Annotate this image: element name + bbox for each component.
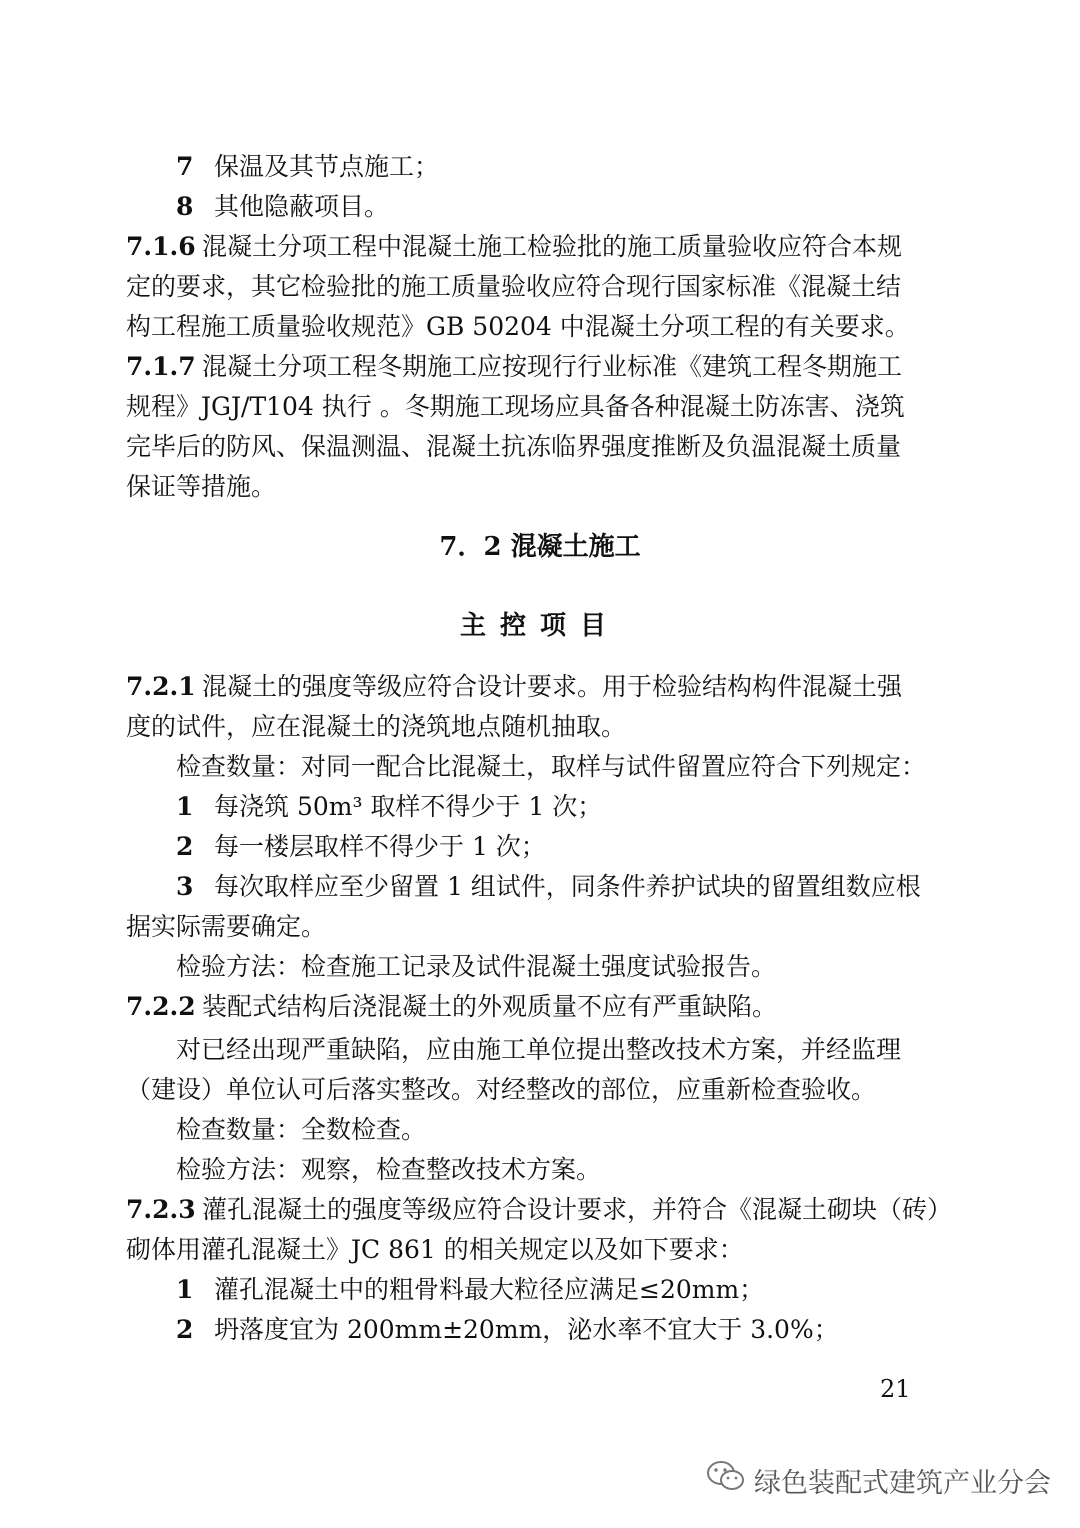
text-line: 检查数量：全数检查。 [176, 1115, 427, 1144]
watermark [706, 1456, 1051, 1504]
list-item [176, 787, 976, 827]
subsection-title: 主控项目 [459, 611, 620, 641]
clause-line [126, 1190, 953, 1230]
clause-text: 混凝土分项工程冬期施工应按现行行业标准《建筑工程冬期施工 [202, 352, 903, 381]
wechat-icon [706, 1459, 746, 1502]
item-number: 8 [176, 192, 194, 221]
clause-number: 7.1.6 [126, 232, 196, 261]
clause-line [126, 987, 926, 1027]
clause-line [126, 347, 926, 387]
text-line: 度的试件，应在混凝土的浇筑地点随机抽取。 [126, 712, 627, 741]
item-number: 1 [176, 1275, 194, 1304]
list-item [176, 1270, 976, 1310]
clause-number: 7.2.1 [126, 672, 196, 701]
list-item [176, 187, 976, 227]
list-item [176, 867, 976, 907]
item-text: 坍落度宜为 200mm±20mm，泌水率不宜大于 3.0%； [214, 1315, 839, 1344]
item-text: 每浇筑 50m³ 取样不得少于 1 次； [214, 792, 603, 821]
clause-text: 混凝土分项工程中混凝土施工检验批的施工质量验收应符合本规 [202, 232, 903, 261]
text-line: 据实际需要确定。 [126, 912, 327, 941]
text-line: 砌体用灌孔混凝土》JC 861 的相关规定以及如下要求： [126, 1235, 744, 1264]
item-text: 保温及其节点施工； [214, 152, 440, 181]
text-line: 对已经出现严重缺陷，应由施工单位提出整改技术方案，并经监理 [176, 1035, 902, 1064]
clause-number: 7.2.2 [126, 992, 196, 1021]
text-line: 保证等措施。 [126, 472, 277, 501]
text-line: 定的要求，其它检验批的施工质量验收应符合现行国家标准《混凝土结 [126, 272, 902, 301]
text-line: 规程》JGJ/T104 执行 。冬期施工现场应具备各种混凝土防冻害、浇筑 [126, 392, 905, 421]
clause-number: 7.2.3 [126, 1195, 196, 1224]
text-line: 完毕后的防风、保温测温、混凝土抗冻临界强度推断及负温混凝土质量 [126, 432, 902, 461]
clause-text: 混凝土的强度等级应符合设计要求。用于检验结构构件混凝土强 [202, 672, 903, 701]
item-text: 每一楼层取样不得少于 1 次； [214, 832, 546, 861]
item-number: 1 [176, 792, 194, 821]
item-number: 3 [176, 872, 194, 901]
text-line: 检查数量：对同一配合比混凝土，取样与试件留置应符合下列规定： [176, 752, 927, 781]
watermark-text: 绿色装配式建筑产业分会 [754, 1467, 1051, 1499]
item-number: 2 [176, 1315, 194, 1344]
text-line: 构工程施工质量验收规范》GB 50204 中混凝土分项工程的有关要求。 [126, 312, 910, 341]
list-item [176, 827, 976, 867]
list-item [176, 147, 976, 187]
page-number: 21 [880, 1375, 911, 1403]
item-text: 每次取样应至少留置 1 组试件，同条件养护试块的留置组数应根 [214, 872, 921, 901]
clause-line [126, 227, 926, 267]
item-text: 灌孔混凝土中的粗骨料最大粒径应满足≤20mm； [214, 1275, 765, 1304]
item-number: 7 [176, 152, 194, 181]
clause-text: 装配式结构后浇混凝土的外观质量不应有严重缺陷。 [202, 992, 778, 1021]
item-number: 2 [176, 832, 194, 861]
item-text: 其他隐蔽项目。 [214, 192, 390, 221]
clause-text: 灌孔混凝土的强度等级应符合设计要求，并符合《混凝土砌块（砖） [202, 1195, 953, 1224]
text-line: 检验方法：检查施工记录及试件混凝土强度试验报告。 [176, 952, 777, 981]
clause-line [126, 667, 926, 707]
text-line: 检验方法：观察，检查整改技术方案。 [176, 1155, 602, 1184]
clause-number: 7.1.7 [126, 352, 196, 381]
list-item [176, 1310, 976, 1350]
section-title: 7．2 混凝土施工 [439, 532, 641, 562]
text-line: （建设）单位认可后落实整改。对经整改的部位，应重新检查验收。 [126, 1075, 877, 1104]
